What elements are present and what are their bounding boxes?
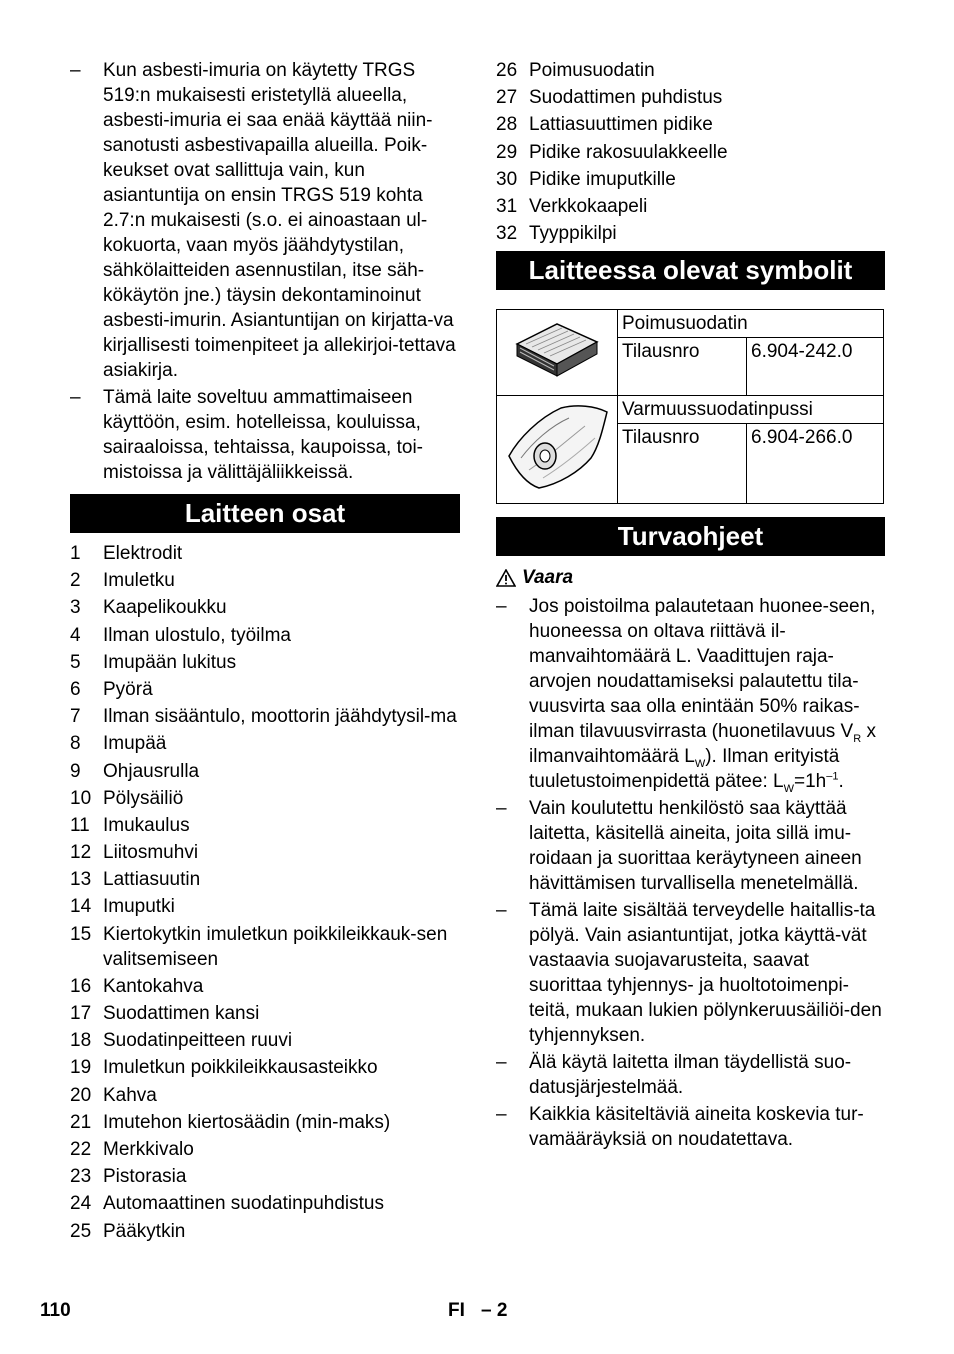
list-item: [70, 541, 460, 566]
item-number: 11: [70, 814, 90, 836]
dash-marker: –: [496, 596, 507, 618]
intro-text: Tämä laite soveltuu ammattimaiseen käyttöön, esim. hotelleissa, kouluissa, sairaaloissa, tehtaissa, kaupoissa, toi-mistoissa ja välittäjäliikkeissä.: [103, 387, 423, 483]
item-number: 27: [496, 87, 518, 109]
parts-heading: Laitteen osat: [70, 494, 460, 533]
warning-label: Vaara: [522, 567, 574, 589]
list-item: [496, 140, 885, 165]
list-item: [496, 221, 885, 246]
item-label: Merkkivalo: [103, 1138, 194, 1160]
item-label: Kaapelikoukku: [103, 597, 227, 619]
item-label: Suodattimen puhdistus: [529, 87, 723, 109]
item-number: 16: [70, 975, 92, 997]
list-item: [496, 167, 885, 192]
safety-filter-bag-icon: [499, 398, 615, 494]
list-item: [70, 1137, 460, 1162]
item-label: Imuletkun poikkileikkausasteikko: [103, 1057, 378, 1079]
list-item: [70, 813, 460, 838]
order-number: 6.904-266.0: [747, 424, 884, 504]
accessory-name: Varmuussuodatinpussi: [618, 396, 884, 424]
item-label: Ilman sisääntulo, moottorin jäähdytysil-ma: [103, 706, 457, 728]
item-number: 5: [70, 651, 81, 673]
item-label: Pidike rakosuulakkeelle: [529, 141, 728, 163]
right-column: [496, 58, 885, 1154]
item-label: Pidike imuputkille: [529, 168, 676, 190]
item-number: 23: [70, 1166, 92, 1188]
language-code: FI: [448, 1300, 465, 1321]
item-label: Imupää: [103, 733, 167, 755]
safety-item: [496, 1102, 885, 1152]
item-number: 9: [70, 760, 81, 782]
safety-text: Kaikkia käsiteltäviä aineita koskevia tur-vamääräyksiä on noudatettava.: [529, 1104, 864, 1151]
list-item: [496, 58, 885, 83]
order-label: Tilausnro: [618, 338, 747, 396]
pleated-filter-icon: [502, 314, 612, 384]
safety-item: [496, 796, 885, 896]
item-number: 31: [496, 195, 518, 217]
item-label: Imuletku: [103, 570, 175, 592]
bag-image-cell: [497, 396, 618, 504]
item-label: Ilman ulostulo, työilma: [103, 624, 291, 646]
list-item: [70, 1110, 460, 1135]
order-number: 6.904-242.0: [747, 338, 884, 396]
item-label: Pääkytkin: [103, 1220, 186, 1242]
list-item: [70, 595, 460, 620]
list-item: [70, 894, 460, 919]
item-number: 13: [70, 869, 92, 891]
order-label: Tilausnro: [618, 424, 747, 504]
item-number: 26: [496, 60, 518, 81]
item-label: Tyyppikilpi: [529, 223, 617, 245]
list-item: [70, 867, 460, 892]
safety-text: Tämä laite sisältää terveydelle haitallis-ta pölyä. Vain asiantuntijat, jotka käyttä-vät vastaavia suojavarusteita, saavat suorittaa tyhjennys- ja huoltotoimenpi-teitä, mukaan lukien pölynkeruusäiliöi-den tyhjennyksen.: [529, 900, 882, 1047]
item-label: Imukaulus: [103, 814, 190, 836]
safety-text: Älä käytä laitetta ilman täydellistä suo-datusjärjestelmää.: [529, 1052, 852, 1099]
dash-marker: –: [496, 1052, 507, 1074]
list-item: [70, 1191, 460, 1216]
safety-text: Jos poistoilma palautetaan huonee-seen, huoneessa on oltava riittävä il-manvaihtomäärä L. Vaadittujen raja-arvojen noudattamiseksi palautettu tila-vuusvirta saa olla enintään 50% raikas-ilman tilavuusvirrasta (huonetilavuus $V_R$ x ilmanvaihtomäärä $L_W$). Ilman erityistä tuuletustoimenpidettä pätee: $L_W=1h^{-1}$.: [529, 596, 876, 795]
parts-list: [70, 541, 460, 1244]
item-label: Ohjausrulla: [103, 760, 200, 782]
item-label: Kantokahva: [103, 975, 204, 997]
item-label: Pölysäiliö: [103, 787, 184, 809]
item-label: Suodattimen kansi: [103, 1003, 260, 1024]
list-item: [70, 731, 460, 756]
list-item: [70, 974, 460, 999]
list-item: [70, 568, 460, 593]
list-item: [70, 1055, 460, 1080]
item-label: Poimusuodatin: [529, 60, 655, 81]
safety-heading: Turvaohjeet: [496, 517, 885, 556]
parts-list-continued: [496, 58, 885, 246]
item-number: 25: [70, 1220, 92, 1242]
safety-item: [496, 594, 885, 794]
safety-item: [496, 1050, 885, 1100]
intro-text: Kun asbesti-imuria on käytetty TRGS 519:n mukaisesti eristetyllä alueella, asbesti-imuria ei saa enää käyttää niin-sanotusti asbestivapailla alueilla. Poik-keukset ovat sallittuja vain, kun asiantuntija on ensin TRGS 519 kohta 2.7:n mukaisesti (s.o. ei ainoastaan ul-kokuorta, vaan myös jäähdytystilan, sähkölaitteiden asennustilan, itse säh-kökäytön jne.) täysin dekontaminoinut asbesti-imurin. Asiantuntijan on kirjatta-va kirjallisesti toimenpiteet ja allekirjoi-tettava asiakirja.: [103, 60, 456, 381]
dash-marker: –: [70, 60, 81, 81]
item-number: 20: [70, 1084, 92, 1106]
list-item: [70, 759, 460, 784]
item-label: Lattiasuutin: [103, 869, 201, 891]
item-label: Imupään lukitus: [103, 651, 237, 673]
item-number: 8: [70, 733, 81, 755]
list-item: [70, 704, 460, 729]
filter-image-cell: [497, 310, 618, 396]
item-label: Imuputki: [103, 896, 175, 918]
item-number: 6: [70, 678, 81, 700]
item-label: Liitosmuhvi: [103, 842, 199, 864]
item-number: 19: [70, 1057, 92, 1079]
item-label: Kahva: [103, 1084, 157, 1106]
intro-item: [70, 58, 460, 383]
sub-page-number: – 2: [481, 1300, 508, 1321]
item-number: 28: [496, 114, 518, 136]
warning-triangle-icon: [496, 569, 516, 587]
item-label: Pistorasia: [103, 1166, 187, 1188]
item-number: 18: [70, 1030, 92, 1052]
left-column: [70, 58, 460, 1246]
safety-item: [496, 898, 885, 1048]
dash-marker: –: [496, 900, 507, 922]
item-label: Kiertokytkin imuletkun poikkileikkauk-sen valitsemiseen: [103, 923, 448, 970]
dash-marker: –: [496, 1104, 507, 1126]
list-item: [70, 650, 460, 675]
list-item: [70, 1083, 460, 1108]
item-label: Pyörä: [103, 678, 153, 700]
item-number: 21: [70, 1111, 92, 1133]
danger-warning: [496, 565, 885, 590]
item-number: 4: [70, 624, 81, 646]
accessories-table: [496, 309, 884, 504]
intro-item: [70, 385, 460, 485]
list-item: [70, 922, 460, 972]
page-number: 110: [40, 1300, 71, 1321]
item-number: 30: [496, 168, 518, 190]
dash-marker: –: [70, 387, 81, 408]
list-item: [70, 840, 460, 865]
safety-text: Vain koulutettu henkilöstö saa käyttää laitetta, käsitellä aineita, joita sillä imu-roidaan ja suorittaa keräytyneen aineen hävittämisen turvallisella menetelmällä.: [529, 798, 862, 895]
item-number: 24: [70, 1193, 92, 1215]
list-item: [70, 1219, 460, 1244]
item-label: Elektrodit: [103, 543, 183, 564]
list-item: [70, 1028, 460, 1053]
item-label: Imutehon kiertosäädin (min-maks): [103, 1111, 391, 1133]
list-item: [70, 677, 460, 702]
item-label: Verkkokaapeli: [529, 195, 648, 217]
item-number: 29: [496, 141, 518, 163]
list-item: [70, 1164, 460, 1189]
item-number: 12: [70, 842, 92, 864]
item-label: Lattiasuuttimen pidike: [529, 114, 713, 136]
list-item: [70, 1001, 460, 1026]
item-number: 1: [70, 543, 81, 564]
item-number: 22: [70, 1138, 92, 1160]
list-item: [496, 85, 885, 110]
item-number: 3: [70, 597, 81, 619]
item-label: Suodatinpeitteen ruuvi: [103, 1030, 293, 1052]
item-number: 2: [70, 570, 81, 592]
item-number: 10: [70, 787, 92, 809]
dash-marker: –: [496, 798, 507, 820]
list-item: [496, 112, 885, 137]
list-item: [70, 623, 460, 648]
item-number: 15: [70, 923, 92, 945]
symbols-heading: Laitteessa olevat symbolit: [496, 251, 885, 290]
item-number: 32: [496, 223, 518, 245]
item-number: 7: [70, 706, 81, 728]
item-label: Automaattinen suodatinpuhdistus: [103, 1193, 384, 1215]
list-item: [70, 786, 460, 811]
item-number: 14: [70, 896, 92, 918]
list-item: [496, 194, 885, 219]
accessory-name: Poimusuodatin: [618, 310, 884, 338]
item-number: 17: [70, 1003, 92, 1024]
